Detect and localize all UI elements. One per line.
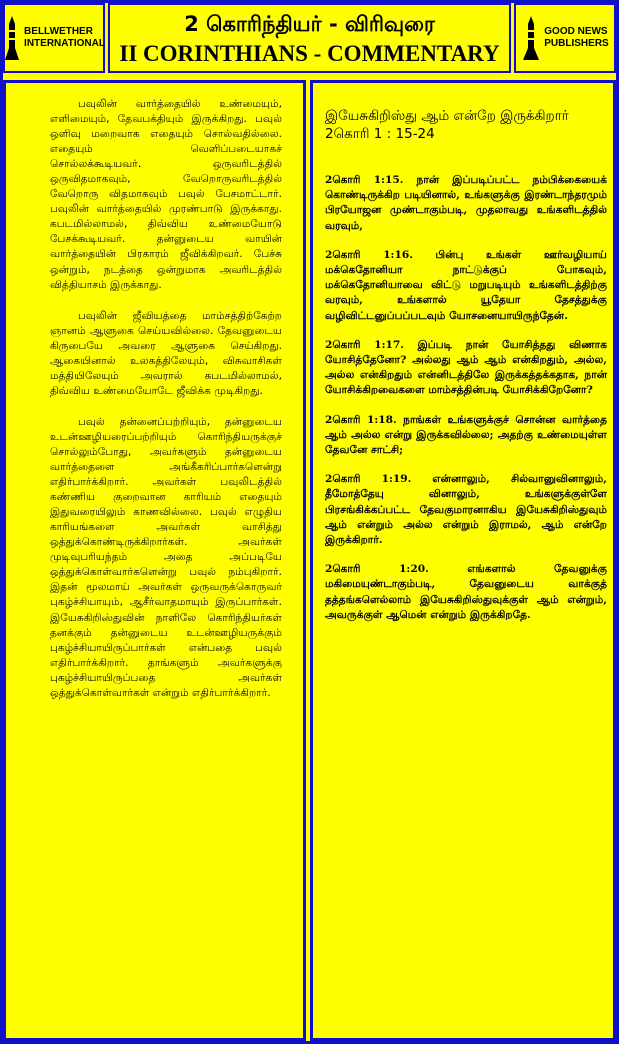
tower-icon [3, 16, 21, 60]
logo-left-line1: BELLWETHER [24, 26, 93, 37]
section-heading [325, 107, 607, 143]
commentary-paragraph: பவுலின் ஜீவியத்தை மாம்சத்திற்கேற்ற ஞானம் ஆளுகை செய்யவில்லை. தேவனுடைய கிருபையே அவரை ஆளுகை செய்கிறது. ஆகையினால் உலகத்திலேயும், விசுவாசிகள் மத்தியிலேயும் அவரால் கபடமில்லாமல், திவ்விய உண்மையோடே ஜீவிக்க முடிகிறது. [50, 309, 282, 397]
verse-text: 2கொரி 1:19. என்னாலும், சில்வானுவினாலும், தீமோத்தேயு வினாலும், உங்களுக்குள்ளே பிரசங்கிக்கப்பட்ட தேவகுமாரனாகிய இயேசுகிறிஸ்துவும் ஆம் என்றும் அல்ல என்றும் இராமல், ஆம் என்றே இருக்கிறார். [325, 473, 607, 547]
good-news-publishers-logo [514, 3, 616, 73]
logo-right-line1: GOOD NEWS [544, 26, 608, 37]
commentary-column [3, 80, 306, 1041]
logo-right-line2: PUBLISHERS [544, 38, 609, 49]
scripture-column [310, 80, 616, 1041]
page-title-tamil: 2 கொரிந்தியர் - விரிவுரை [184, 12, 435, 36]
commentary-paragraph: பவுல் தன்னைப்பற்றியும், தன்னுடைய உடன்ஊழியரைப்பற்றியும் கொரிந்தியருக்குச் சொல்லும்போது, அவர்களும் தன்னுடைய வார்த்தைளை அங்கீகரிப்பார்களென்று எதிர்பார்க்கிறார். அவர்கள் பவுலிடத்தில் கண்ணிய குறைவான காரியம் எதையும் இதுவரையிலும் காணவில்லை. பவுல் எழுதிய காரியங்களை அவர்கள் வாசித்து ஒத்துக்கொண்டிருக்கிறார்கள். அவர்கள் முடிவுபரியந்தம் அதை அப்படியே ஒத்துக்கொள்வார்களென்று பவுல் நம்புகிறார். இதன் மூலமாய் அவர்கள் ஒருவருக்கொருவர் புகழ்ச்சியாயும், ஆசீர்வாதமாயும் இருப்பார்கள். இயேசுகிறிஸ்துவின் நாளிலே கொரிந்தியர்கள் தனக்கும் தன்னுடைய உடன்ஊழியருக்கும் புகழ்ச்சியாயிருப்பார்கள் என்பதை பவுல் எதிர்பார்க்கிறார். தாங்களும் அவர்களுக்கு புகழ்ச்சியாயிருப்பதை அவர்கள் ஒத்துக்கொள்வார்கள் என்றும் எதிர்பார்க்கிறார். [50, 415, 282, 699]
section-title: இயேசுகிறிஸ்து ஆம் என்றே இருக்கிறார் [325, 108, 569, 124]
title-banner [108, 3, 511, 73]
verse-text: 2கொரி 1:17. இப்படி நான் யோசித்தது விணாக யோசித்தேனோ? அல்லது ஆம் ஆம் என்கிறதும், அல்ல, அல்ல என்கிறதும் என்னிடத்திலே இருக்கத்தக்கதாக, நான் யோசிக்கிறவைகளை மாம்சத்தின்படி யோசிக்கிறேனோ? [325, 338, 607, 397]
bellwether-logo [3, 3, 105, 73]
verse-text: 2கொரி 1:20. எங்களால் தேவனுக்கு மகிமையுண்டாகும்படி, தேவனுடைய வாக்குத் தத்தங்களெல்லாம் இயேசுகிறிஸ்துவுக்குள் ஆம் என்றும், அவருக்குள் ஆமென் என்றும் இருக்கிறதே. [325, 563, 607, 621]
scripture-text [325, 107, 607, 637]
tower-icon [521, 16, 541, 60]
section-reference: 2கொரி 1 : 15-24 [325, 126, 435, 142]
verse-text: 2கொரி 1:18. நாங்கள் உங்களுக்குச் சொன்ன வார்த்தை ஆம் அல்ல என்று இருக்கவில்லை; அதற்கு உண்மையுள்ள தேவனே சாட்சி; [325, 413, 607, 457]
commentary-text [50, 97, 282, 717]
logo-left-line2: INTERNATIONAL [24, 38, 105, 49]
commentary-paragraph: பவுலின் வார்த்தையில் உண்மையும், எளிமையும், தேவபக்தியும் இருக்கிறது. பவுல் ஒளிவு மறைவாக எதையும் சொல்வதில்லை. எதையும் வெளிப்படையாகச் சொல்லக்கூடியவர். ஒருவரிடத்தில் ஒருவிதமாகவும், வேறொருவரிடத்தில் வேறொரு விதமாகவும் பவுல் பேசமாட்டார். பவுலின் வார்த்தையில் முரண்பாடு இருக்காது. கபடமில்லாமல், திவ்விய உண்மையோடு பேசக்கூடியவர். தன்னுடைய வாயின் வார்த்தையின் பிரகாரம் ஜீவிக்கிறவர். பேச்சு ஒன்றும், நடத்தை ஒன்றுமாக அவரிடத்தில் வித்தியாசம் இருக்காது. [50, 98, 282, 291]
verse-text: 2கொரி 1:15. நான் இப்படிப்பட்ட நம்பிக்கையைக் கொண்டிருக்கிற படியினால், உங்களுக்கு இரண்டாந்தரமும் பிரயோஜன முண்டாகும்படி, முதலாவது உங்களிடத்தில் வரவும், [325, 174, 607, 232]
page-header [0, 0, 619, 76]
page-title-english: II CORINTHIANS - COMMENTARY [119, 41, 500, 66]
verse-text: 2கொரி 1:16. பின்பு உங்கள் ஊர்வழியாய் மக்கெதோனியா நாட்டுக்குப் போகவும், மக்கெதோனியாவை விட்டு மறுபடியும் உங்களிடத்திற்கு வரவும், உங்களால் யூதேயா தேசத்துக்கு வழிவிட்டனுப்பப்படவும் யோசனையாயிருந்தேன். [325, 248, 607, 322]
